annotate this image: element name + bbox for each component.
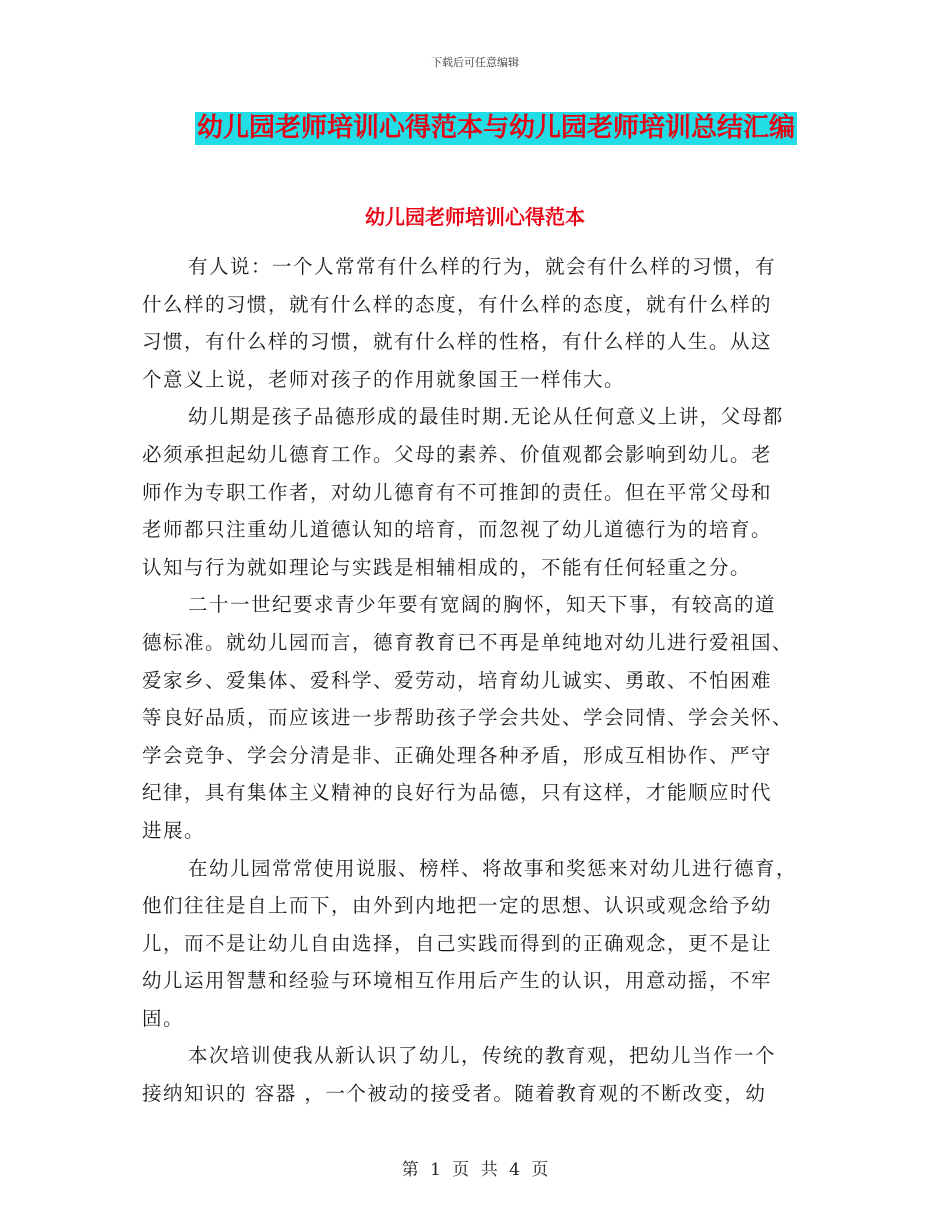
paragraph-line: 习惯，有什么样的习惯，就有什么样的性格，有什么样的人生。从这 (142, 330, 773, 354)
page-number-footer: 第 1 页 共 4 页 (401, 1160, 549, 1180)
paragraph-line: 有人说：一个人常常有什么样的行为，就会有什么样的习惯，有 (188, 255, 777, 278)
paragraph-line: 在幼儿园常常使用说服、榜样、将故事和奖惩来对幼儿进行德育， (188, 856, 798, 880)
document-body (142, 248, 810, 1113)
paragraph-line: 幼儿期是孩子品德形成的最佳时期.无论从任何意义上讲，父母都 (188, 405, 784, 429)
paragraph-line: 等良好品质，而应该进一步帮助孩子学会共处、学会同情、学会关怀、 (142, 706, 794, 730)
paragraph-line: 儿，而不是让幼儿自由选择，自己实践而得到的正确观念，更不是让 (142, 931, 773, 955)
paragraph-line: 幼儿运用智慧和经验与环境相互作用后产生的认识，用意动摇，不牢 (142, 969, 773, 993)
section-title: 幼儿园老师培训心得范本 (365, 205, 585, 229)
paragraph-line: 本次培训使我从新认识了幼儿，传统的教育观，把幼儿当作一个 (188, 1044, 777, 1068)
document-main-title: 幼儿园老师培训心得范本与幼儿园老师培训总结汇编 (197, 113, 796, 143)
paragraph-line: 师作为专职工作者，对幼儿德育有不可推卸的责任。但在平常父母和 (142, 480, 773, 504)
paragraph-line: 爱家乡、爱集体、爱科学、爱劳动，培育幼儿诚实、勇敢、不怕困难 (142, 668, 773, 692)
paragraph-line: 什么样的习惯，就有什么样的态度，有什么样的态度，就有什么样的 (142, 292, 773, 316)
paragraph-line: 个意义上说，老师对孩子的作用就象国王一样伟大。 (142, 367, 626, 391)
page-header-note: 下载后可任意编辑 (431, 56, 519, 69)
paragraph-line: 必须承担起幼儿德育工作。父母的素养、价值观都会影响到幼儿。老 (142, 442, 773, 466)
paragraph-line: 学会竞争、学会分清是非、正确处理各种矛盾，形成互相协作、严守 (142, 743, 773, 767)
main-title-container (195, 112, 797, 145)
paragraph-line: 接纳知识的 容器 ，一个被动的接受者。随着教育观的不断改变，幼 (142, 1082, 767, 1106)
paragraph-line: 老师都只注重幼儿道德认知的培育，而忽视了幼儿道德行为的培育。 (142, 518, 773, 542)
paragraph-line: 他们往往是自上而下，由外到内地把一定的思想、认识或观念给予幼 (142, 894, 773, 918)
paragraph-line: 纪律，具有集体主义精神的良好行为品德，只有这样，才能顺应时代 (142, 781, 773, 805)
paragraph-line: 固。 (142, 1006, 185, 1030)
paragraph-line: 认知与行为就如理论与实践是相辅相成的，不能有任何轻重之分。 (142, 555, 752, 579)
paragraph-line: 进展。 (142, 818, 206, 842)
paragraph-line: 德标准。就幼儿园而言，德育教育已不再是单纯地对幼儿进行爱祖国、 (142, 630, 794, 654)
paragraph-line: 二十一世纪要求青少年要有宽阔的胸怀，知天下事，有较高的道 (188, 593, 777, 617)
